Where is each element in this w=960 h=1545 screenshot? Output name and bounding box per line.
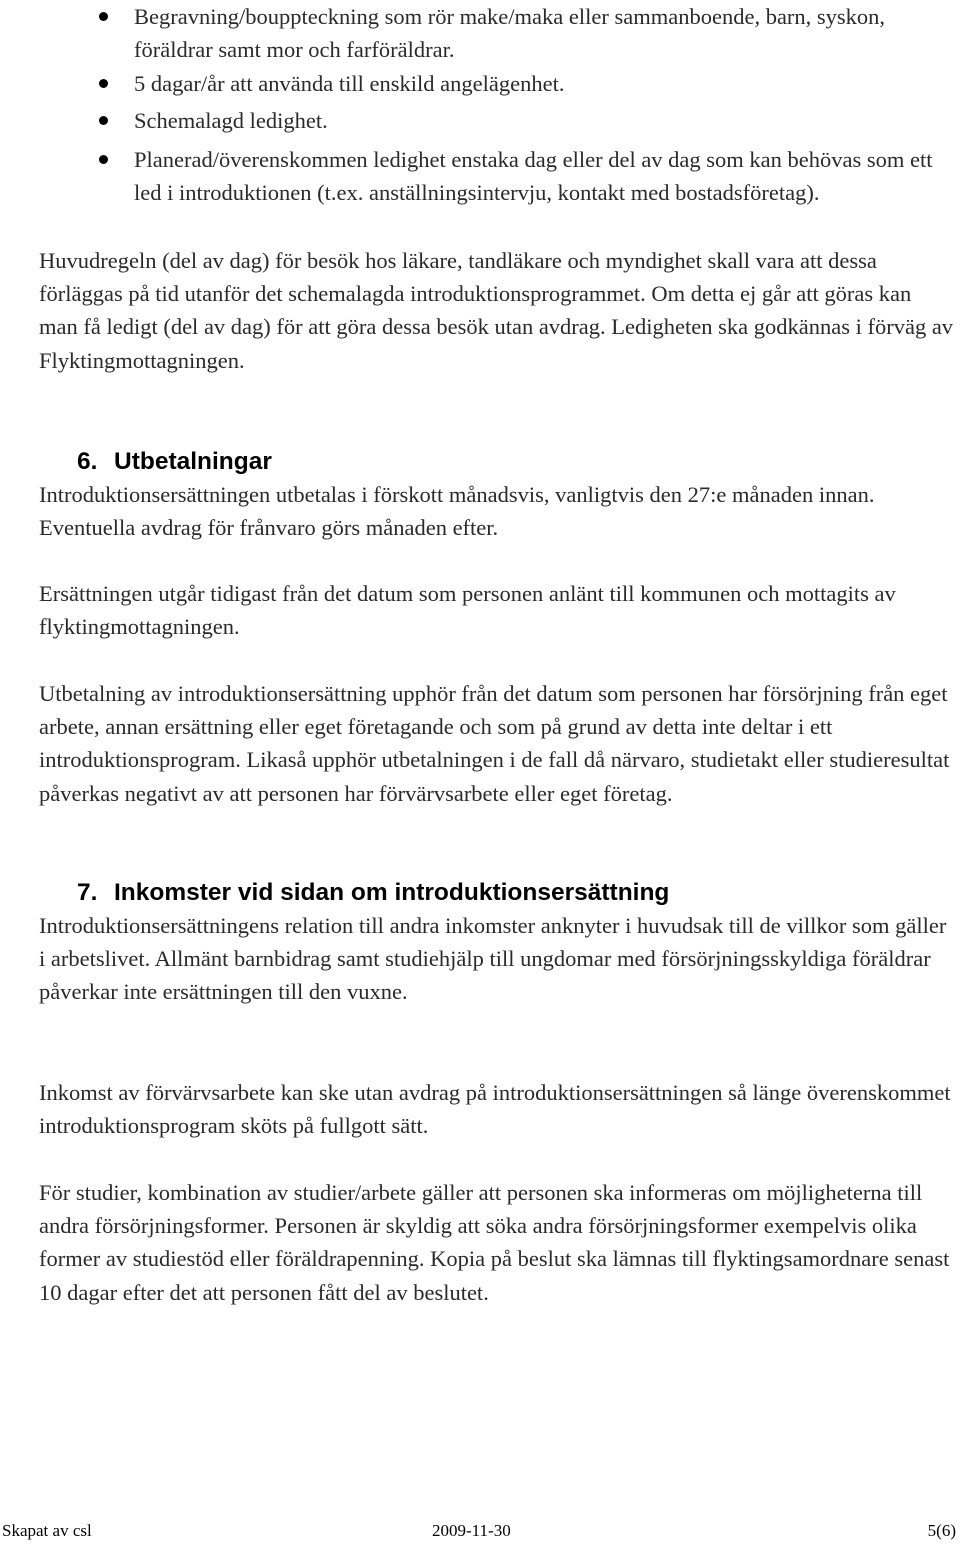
list-item-text: Begravning/bouppteckning som rör make/maka eller sammanboende, barn, syskon, föräldrar samt mor och farföräldrar. [134,4,886,62]
bullet-icon [99,79,108,88]
bullet-icon [99,116,108,125]
bullet-icon [99,12,108,21]
list-item [134,143,949,209]
bullet-icon [99,155,108,164]
paragraph-utbetalning-2: Ersättningen utgår tidigast från det datum som personen anlänt till kommunen och mottagits av flyktingmottagningen. [39,581,896,640]
paragraph-inkomster-1: Introduktionsersättningens relation till andra inkomster anknyter i huvudsak till de villkor som gäller i arbetslivet. Allmänt barnbidrag samt studiehjälp till ungdomar med försörjningsskyldiga föräldrar påverkar inte ersättningen till den vuxne. [39,913,947,1005]
section-number: 7. [77,879,98,906]
list-item-text: Planerad/överenskommen ledighet enstaka dag eller del av dag som kan behövas som ett led i introduktionen (t.ex. anställningsintervju, kontakt med bostadsföretag). [134,147,933,205]
footer-author: Skapat av csl [2,1521,92,1540]
section-heading-7 [77,878,669,908]
section-title: Inkomster vid sidan om introduktionsersättning [114,879,670,906]
section-title: Utbetalningar [114,448,272,475]
list-item [134,67,949,100]
paragraph-huvudregeln: Huvudregeln (del av dag) för besök hos läkare, tandläkare och myndighet skall vara att dessa förläggas på tid utanför det schemalagda introduktionsprogrammet. Om detta ej går att göras kan man få ledigt (del av dag) för att göra dessa besök utan avdrag. Ledigheten ska godkännas i förväg av Flyktingmottagningen. [39,248,954,373]
section-heading-6 [77,447,272,477]
paragraph-utbetalning-3: Utbetalning av introduktionsersättning upphör från det datum som personen har försörjning från eget arbete, annan ersättning eller eget företagande och som på grund av detta inte deltar i ett introduktionsprogram. Likaså upphör utbetalningen i de fall då närvaro, studietakt eller studieresultat påverkas negativt av att personen har förvärvsarbete eller eget företag. [39,681,950,806]
paragraph-inkomster-3: För studier, kombination av studier/arbete gäller att personen ska informeras om möjligheterna till andra försörjningsformer. Personen är skyldig att söka andra försörjningsformer exempelvis olika former av studiestöd eller föräldrapenning. Kopia på beslut ska lämnas till flyktingsamordnare senast 10 dagar efter det att personen fått del av beslutet. [39,1180,950,1305]
section-number: 6. [77,448,98,475]
list-item-text: 5 dagar/år att använda till enskild angelägenhet. [134,71,565,96]
paragraph-utbetalning-1: Introduktionsersättningen utbetalas i förskott månadsvis, vanligtvis den 27:e månaden innan. Eventuella avdrag för frånvaro görs månaden efter. [39,482,875,541]
list-item-text: Schemalagd ledighet. [134,108,328,133]
list-item [134,0,949,66]
list-item [134,104,949,137]
page-footer [0,1520,956,1542]
footer-date: 2009-11-30 [432,1521,511,1540]
footer-page-number: 5(6) [927,1521,956,1540]
paragraph-inkomster-2: Inkomst av förvärvsarbete kan ske utan avdrag på introduktionsersättningen så länge överenskommet introduktionsprogram sköts på fullgott sätt. [39,1080,951,1139]
